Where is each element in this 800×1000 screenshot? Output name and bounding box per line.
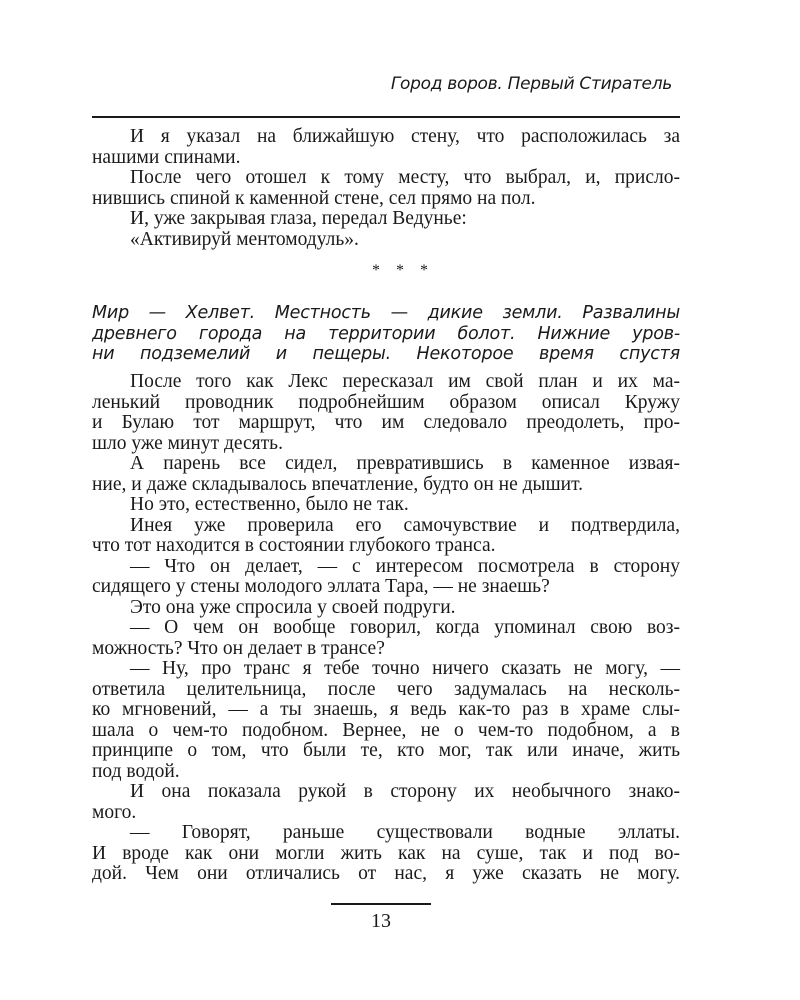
paragraph-line: под водой. <box>92 760 180 782</box>
paragraph-line: И вроде как они могли жить как на суше, так и под во- <box>92 842 680 864</box>
paragraph-line: — Говорят, раньше существовали водные эллаты. <box>130 822 680 843</box>
paragraph-line: принципе о том, что были те, кто мог, так или иначе, жить <box>92 740 680 761</box>
paragraph-line: нившись спиной к каменной стене, сел прямо на пол. <box>92 187 536 209</box>
paragraph-line: Но это, естественно, было не так. <box>130 494 409 515</box>
paragraph-line: И, уже закрывая глаза, передал Ведунье: <box>130 208 467 229</box>
section-separator: * * * <box>372 262 428 279</box>
paragraph-line: После чего отошел к тому месту, что выбрал, и, присло- <box>130 167 680 188</box>
paragraph-line: ленький проводник подробнейшим образом описал Кружу <box>92 391 680 413</box>
paragraph-line: ние, и даже складывалось впечатление, будто он не дышит. <box>92 473 584 495</box>
paragraph-line: сидящего у стены молодого эллата Тара, — не знаешь? <box>92 576 550 597</box>
paragraph-line: и Булаю тот маршрут, что им следовало преодолеть, про- <box>92 412 680 433</box>
paragraph-line: — Что он делает, — с интересом посмотрела в сторону <box>130 555 680 577</box>
paragraph-line: А парень все сидел, превратившись в каменное извая- <box>130 453 680 474</box>
paragraph-line: — О чем он вообще говорил, когда упоминал свою воз- <box>130 617 680 638</box>
paragraph-line: нашими спинами. <box>92 146 241 168</box>
text-block-2 <box>92 372 680 885</box>
paragraph-line: После того как Лекс пересказал им свой план и их ма- <box>130 371 680 392</box>
paragraph-line: шала о чем-то подобном. Вернее, не о чем-то подобном, а в <box>92 719 680 741</box>
paragraph-line: И она показала рукой в сторону их необычного знако- <box>130 781 680 802</box>
paragraph-line: что тот находится в состоянии глубокого транса. <box>92 535 496 556</box>
paragraph-line: шло уже минут десять. <box>92 432 283 454</box>
page-number: 13 <box>371 910 391 932</box>
paragraph-line: Мир — Хелвет. Местность — дикие земли. Развалины <box>92 303 680 323</box>
running-header-title: Город воров. Первый Стиратель <box>390 74 672 94</box>
text-block-1 <box>92 127 680 250</box>
paragraph-line: ни подземелий и пещеры. Некоторое время спустя <box>92 344 680 364</box>
header-divider <box>92 116 680 118</box>
paragraph-line: мого. <box>92 801 137 823</box>
paragraph-line: можность? Что он делает в трансе? <box>92 637 385 659</box>
paragraph-line: И я указал на ближайшую стену, что расположилась за <box>130 126 680 147</box>
paragraph-line: — Ну, про транс я тебе точно ничего сказать не могу, — <box>130 658 680 679</box>
paragraph-line: ответила целительница, после чего задумалась на несколь- <box>92 678 680 700</box>
paragraph-line: Инея уже проверила его самочувствие и подтвердила, <box>130 514 680 536</box>
scene-heading <box>92 303 680 365</box>
paragraph-line: ко мгновений, — а ты знаешь, я ведь как-то раз в храме слы- <box>92 699 680 720</box>
paragraph-line: «Активируй ментомодуль». <box>130 228 359 250</box>
paragraph-line: Это она уже спросила у своей подруги. <box>130 596 456 618</box>
paragraph-line: дой. Чем они отличались от нас, я уже сказать не могу. <box>92 863 680 884</box>
footer-divider <box>331 903 431 905</box>
paragraph-line: древнего города на территории болот. Нижние уров- <box>92 323 680 344</box>
